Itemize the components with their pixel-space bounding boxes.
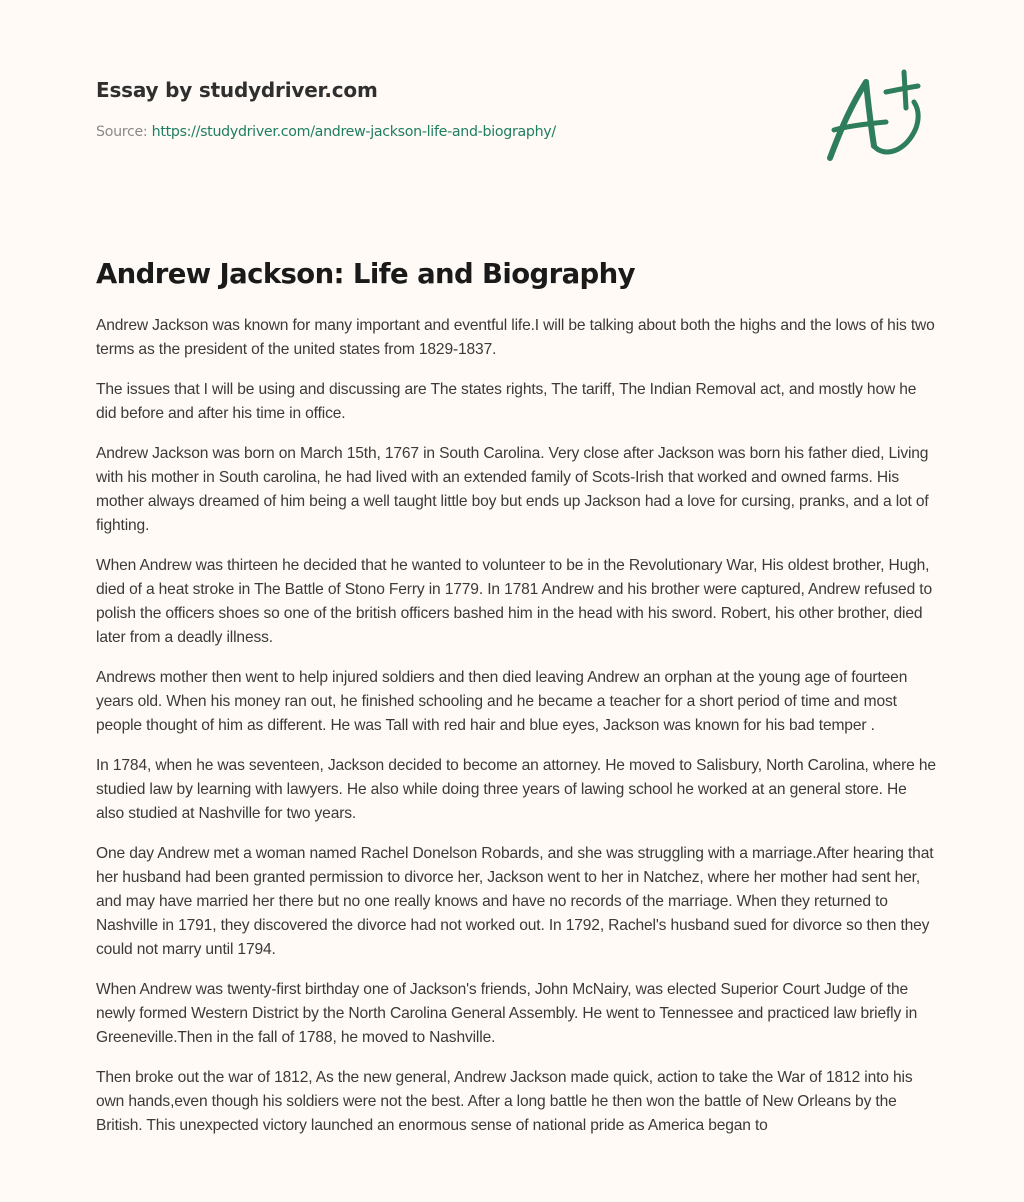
essay-title: Andrew Jackson: Life and Biography	[96, 258, 635, 290]
a-plus-grade-icon	[822, 66, 932, 166]
essay-body	[96, 314, 936, 1154]
paragraph: When Andrew was thirteen he decided that he wanted to volunteer to be in the Revolutionary War, His oldest brother, Hugh, died of a heat stroke in The Battle of Stono Ferry in 1779. In 1781 Andrew and his brother were captured, Andrew refused to polish the officers shoes so one of the british officers bashed him in the head with his sword. Robert, his other brother, died later from a deadly illness.	[96, 557, 932, 646]
paragraph: In 1784, when he was seventeen, Jackson decided to become an attorney. He moved to Salisbury, North Carolina, where he studied law by learning with lawyers. He also while doing three years of lawing school he worked at an general store. He also studied at Nashville for two years.	[96, 757, 936, 822]
paragraph: When Andrew was twenty-first birthday one of Jackson's friends, John McNairy, was elected Superior Court Judge of the newly formed Western District by the North Carolina General Assembly. He went to Tennessee and practiced law briefly in Greeneville.Then in the fall of 1788, he moved to Nashville.	[96, 981, 918, 1046]
paragraph: Andrew Jackson was known for many important and eventful life.I will be talking about both the highs and the lows of his two terms as the president of the united states from 1829-1837.	[96, 317, 935, 358]
paragraph: Andrews mother then went to help injured soldiers and then died leaving Andrew an orphan at the young age of fourteen years old. When his money ran out, he finished schooling and he became a teacher for a short period of time and most people thought of him as different. He was Tall with red hair and blue eyes, Jackson was known for his bad temper .	[96, 669, 908, 734]
source-line	[96, 122, 696, 142]
site-header	[96, 72, 696, 142]
paragraph: One day Andrew met a woman named Rachel Donelson Robards, and she was struggling with a marriage.After hearing that her husband had been granted permission to divorce her, Jackson went to her in Natchez, where her mother had sent her, and may have married her there but no one really knows and have no records of the marriage. When they returned to Nashville in 1791, they discovered the divorce had not worked out. In 1792, Rachel's husband sued for divorce so then they could not marry until 1794.	[96, 845, 934, 958]
paragraph: The issues that I will be using and discussing are The states rights, The tariff, The Indian Removal act, and mostly how he did before and after his time in office.	[96, 381, 917, 422]
paragraph: Then broke out the war of 1812, As the new general, Andrew Jackson made quick, action to take the War of 1812 into his own hands,even though his soldiers were not the best. After a long battle he then won the battle of New Orleans by the British. This unexpected victory launched an enormous sense of national pride as America began to	[96, 1069, 913, 1134]
source-label: Source:	[96, 124, 148, 140]
brand-title: Essay by studydriver.com	[96, 78, 378, 102]
paragraph: Andrew Jackson was born on March 15th, 1767 in South Carolina. Very close after Jackson was born his father died, Living with his mother in South carolina, he had lived with an extended family of Scots-Irish that worked and owned farms. His mother always dreamed of him being a well taught little boy but ends up Jackson had a love for cursing, pranks, and a lot of fighting.	[96, 445, 929, 534]
source-link[interactable]: https://studydriver.com/andrew-jackson-life-and-biography/	[151, 124, 556, 140]
